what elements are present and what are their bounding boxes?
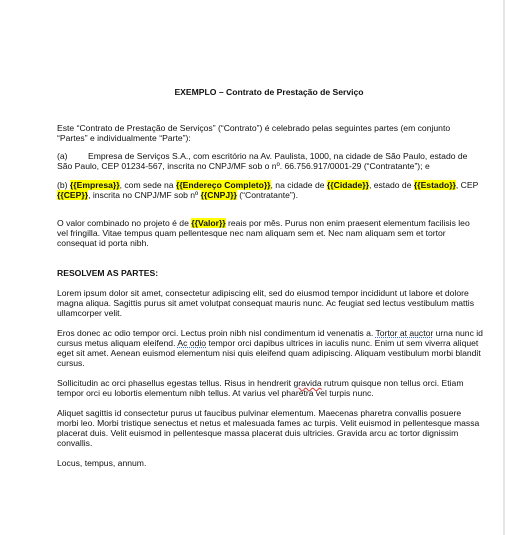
intro-paragraph: Este “Contrato de Prestação de Serviços” (“Contrato”) é celebrado pelas seguintes partes (em conjunto “Partes” e individualmente “Parte”):: [57, 123, 451, 143]
p2-text-3: tempor orci dapibus ultrices in iaculis nunc. Enim ut sem viverra aliquet eget sit amet. Aenean euismod elementum nisi quis eleifend quam adipiscing. Aliquam vestibulum morbi blandit cursus.: [57, 338, 481, 368]
paragraph-2: [57, 328, 483, 368]
p3-text-2: rutrum quisque non tellus orci. Etiam tempor orci eu lobortis elementum nibh tellus. At varius vel pharetra vel turpis nunc.: [57, 378, 464, 398]
document-title: EXEMPLO – Contrato de Prestação de Serviço: [174, 87, 364, 97]
p2-underlined-1: Tortor at auctor: [375, 328, 434, 338]
placeholder-cidade: {{Cidade}}: [326, 180, 369, 190]
party-b-text-4: , CEP: [455, 180, 479, 190]
party-a-text: Empresa de Serviços S.A., com escritório na Av. Paulista, 1000, na cidade de São Paulo, estado de São Paulo, CEP 01234-567, inscrita no CNPJ/MF sob o nº. 66.756.917/0001-29 (“Contratante”); e: [57, 151, 468, 171]
p2-text-1: Eros donec ac odio tempor orci. Lectus proin nibh nisl condimentum id venenatis a.: [57, 328, 376, 338]
placeholder-cep: {{CEP}}: [57, 190, 89, 200]
p3-spellcheck-word: gravida: [293, 378, 322, 388]
p3-text-1: Sollicitudin ac orci phasellus egestas tellus. Risus in hendrerit: [57, 378, 294, 388]
valor-text-2: reais por mês. Purus non enim praesent elementum facilisis leo vel fringilla. Vitae tempus quam pellentesque nec nam aliquam sem et. Nec nam aliquam sem et tortor consequat id porta nibh.: [57, 218, 470, 248]
party-b-label: (b): [57, 180, 68, 190]
valor-paragraph: [57, 218, 483, 248]
p2-underlined-2: Ac odio: [177, 338, 207, 348]
party-a-label: (a): [57, 151, 68, 161]
party-b-text-5: , inscrita no CNPJ/MF sob nº: [88, 190, 201, 200]
placeholder-estado: {{Estado}}: [413, 180, 456, 190]
paragraph-1: Lorem ipsum dolor sit amet, consectetur adipiscing elit, sed do eiusmod tempor incididunt ut labore et dolore magna aliqua. Sagittis purus sit amet volutpat consequat mauris nunc. Ac feugiat sed lectus vestibulum mattis ullamcorper velit.: [57, 288, 475, 318]
resolvem-heading: RESOLVEM AS PARTES:: [57, 268, 159, 278]
party-b-text-2: , na cidade de: [270, 180, 327, 190]
paragraph-3: [57, 378, 483, 398]
party-a-paragraph: [57, 151, 483, 171]
party-b-text-3: , estado de: [368, 180, 414, 190]
party-b-text-1: , com sede na: [119, 180, 176, 190]
placeholder-cnpj: {{CNPJ}}: [200, 190, 237, 200]
placeholder-endereco: {{Endereço Completo}}: [175, 180, 271, 190]
p2-text-2: urna nunc id cursus metus aliquam eleifend.: [57, 328, 483, 348]
placeholder-valor: {{Valor}}: [191, 218, 226, 228]
party-b-text-6: (“Contratante”).: [236, 190, 299, 200]
closing-line: Locus, tempus, annum.: [57, 458, 147, 468]
placeholder-empresa: {{Empresa}}: [69, 180, 120, 190]
paragraph-4: Aliquet sagittis id consectetur purus ut faucibus pulvinar elementum. Maecenas pharetra convallis posuere morbi leo. Morbi tristique senectus et netus et malesuada fames ac turpis. Velit euismod in pellentesque massa placerat duis. Velit euismod in pellentesque massa placerat duis ultricies. Gravida arcu ac tortor dignissim convallis.: [57, 408, 480, 448]
party-b-paragraph: [57, 180, 483, 200]
valor-text-1: O valor combinado no projeto é de: [57, 218, 192, 228]
